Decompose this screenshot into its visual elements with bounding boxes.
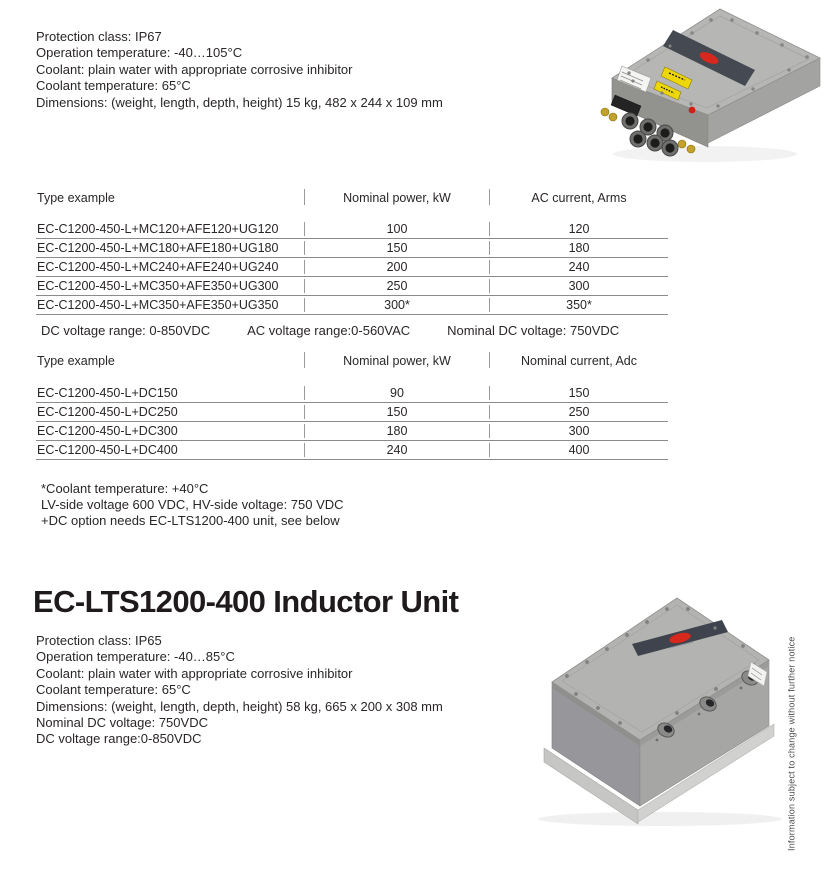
ac-voltage-range: AC voltage range:0-560VAC (247, 323, 411, 338)
current-cell: 150 (489, 386, 668, 400)
power-cell: 150 (304, 405, 489, 419)
type-example-cell: EC-C1200-450-L+DC250 (37, 405, 178, 419)
table-header-row (36, 189, 668, 220)
current-cell: 120 (489, 222, 668, 236)
power-cell: 250 (304, 279, 489, 293)
column-header: Nominal power, kW (304, 189, 489, 205)
column-header: Type example (37, 354, 115, 368)
footnote-line: *Coolant temperature: +40°C (41, 481, 209, 496)
current-cell: 300 (489, 424, 668, 438)
spec-line: Coolant: plain water with appropriate corrosive inhibitor (36, 665, 353, 681)
type-example-cell: EC-C1200-450-L+DC150 (37, 386, 178, 400)
spec-line: Coolant: plain water with appropriate corrosive inhibitor (36, 61, 353, 77)
current-cell: 300 (489, 279, 668, 293)
red-dot-label-icon (689, 107, 696, 114)
type-example-cell: EC-C1200-450-L+MC240+AFE240+UG240 (37, 260, 279, 274)
spec-line: Coolant temperature: 65°C (36, 682, 191, 698)
table-header-row (36, 352, 668, 384)
dc-voltage-range: DC voltage range: 0-850VDC (41, 323, 211, 338)
spec-line: Operation temperature: -40…85°C (36, 649, 235, 665)
table-row (36, 258, 668, 277)
inductor-spec-block (36, 633, 443, 748)
power-cell: 200 (304, 260, 489, 274)
spec-line: Coolant temperature: 65°C (36, 78, 191, 94)
spec-line: Dimensions: (weight, length, depth, height) 15 kg, 482 x 244 x 109 mm (36, 94, 443, 110)
power-cell: 300* (304, 298, 489, 312)
footnote-line: LV-side voltage 600 VDC, HV-side voltage: 750 VDC (41, 497, 344, 513)
footnote-line: +DC option needs EC-LTS1200-400 unit, see below (41, 513, 340, 529)
photo-shadow (613, 146, 797, 162)
column-header: AC current, Arms (489, 189, 668, 205)
table-row (36, 384, 668, 403)
current-cell: 400 (489, 443, 668, 457)
column-header: Nominal power, kW (304, 352, 489, 368)
table-row (36, 441, 668, 460)
current-cell: 240 (489, 260, 668, 274)
power-cell: 100 (304, 222, 489, 236)
spec-line: Protection class: IP67 (36, 29, 162, 44)
inductor-unit-photo (520, 588, 795, 828)
current-cell: 350* (489, 298, 668, 312)
spec-line: Operation temperature: -40…105°C (36, 45, 243, 61)
photo-shadow (538, 812, 782, 826)
dc-config-table (36, 352, 668, 460)
current-cell: 180 (489, 241, 668, 255)
power-cell: 90 (304, 386, 489, 400)
type-example-cell: EC-C1200-450-L+DC400 (37, 443, 178, 457)
power-cell: 150 (304, 241, 489, 255)
change-notice-text: Information subject to change without further notice (786, 636, 797, 852)
voltage-ratings-line (41, 323, 619, 338)
spec-line: DC voltage range:0-850VDC (36, 731, 202, 747)
type-example-cell: EC-C1200-450-L+DC300 (37, 424, 178, 438)
converter-unit-photo (593, 2, 830, 168)
power-cell: 180 (304, 424, 489, 438)
table-row (36, 422, 668, 441)
spec-line: Dimensions: (weight, length, depth, height) 58 kg, 665 x 200 x 308 mm (36, 698, 443, 714)
spec-line: Protection class: IP65 (36, 633, 162, 648)
table-row (36, 220, 668, 239)
table-row (36, 239, 668, 258)
type-example-cell: EC-C1200-450-L+MC180+AFE180+UG180 (37, 241, 279, 255)
nominal-dc-voltage: Nominal DC voltage: 750VDC (447, 323, 620, 338)
table-row (36, 296, 668, 315)
column-header: Type example (37, 191, 115, 205)
type-example-cell: EC-C1200-450-L+MC120+AFE120+UG120 (37, 222, 279, 236)
table-row (36, 403, 668, 422)
power-cell: 240 (304, 443, 489, 457)
footnotes-block (41, 481, 344, 530)
inductor-section-title: EC-LTS1200-400 Inductor Unit (33, 584, 459, 619)
column-header: Nominal current, Adc (489, 352, 668, 368)
type-example-cell: EC-C1200-450-L+MC350+AFE350+UG350 (37, 298, 279, 312)
type-example-cell: EC-C1200-450-L+MC350+AFE350+UG300 (37, 279, 279, 293)
table-row (36, 277, 668, 296)
current-cell: 250 (489, 405, 668, 419)
spec-line: Nominal DC voltage: 750VDC (36, 715, 208, 731)
ac-config-table (36, 189, 668, 315)
converter-spec-block (36, 29, 443, 111)
